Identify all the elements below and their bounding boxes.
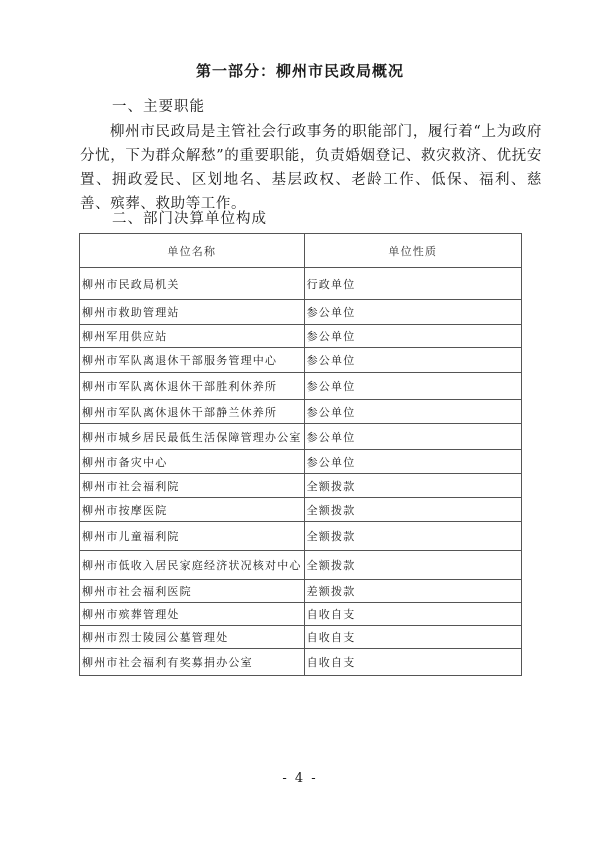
- unit-nature-cell: 参公单位: [304, 400, 521, 424]
- unit-nature-cell: 自收自支: [304, 649, 521, 676]
- unit-name-cell: 柳州军用供应站: [80, 325, 305, 348]
- unit-nature-cell: 参公单位: [304, 348, 521, 373]
- unit-nature-cell: 参公单位: [304, 300, 521, 325]
- table-row: [80, 649, 522, 676]
- table-row: [80, 522, 522, 551]
- table-row: [80, 424, 522, 450]
- table-row: [80, 603, 522, 626]
- page-number: - 4 -: [282, 771, 318, 786]
- main-functions-paragraph: 柳州市民政局是主管社会行政事务的职能部门，履行着“上为政府分忧，下为群众解愁”的重要职能，负责婚姻登记、救灾救济、优抚安置、拥政爱民、区划地名、基层政权、老龄工作、低保、福利、慈善、殡葬、救助等工作。: [80, 124, 542, 212]
- table-row: [80, 300, 522, 325]
- unit-nature-cell: 参公单位: [304, 325, 521, 348]
- table-row: [80, 626, 522, 649]
- unit-name-cell: 柳州市殡葬管理处: [80, 603, 305, 626]
- section-heading-main-functions: 一、主要职能: [112, 99, 205, 115]
- page-title: 第一部分：柳州市民政局概况: [195, 62, 404, 80]
- unit-name-cell: 柳州市烈士陵园公墓管理处: [80, 626, 305, 649]
- unit-name-cell: 柳州市社会福利院: [80, 474, 305, 498]
- unit-name-cell: 柳州市军队离退休干部服务管理中心: [80, 348, 305, 373]
- unit-name-cell: 柳州市低收入居民家庭经济状况核对中心: [80, 551, 305, 580]
- unit-composition-table: [79, 233, 522, 676]
- unit-nature-cell: 自收自支: [304, 626, 521, 649]
- unit-name-cell: 柳州市军队离休退休干部静兰休养所: [80, 400, 305, 424]
- unit-name-cell: 柳州市社会福利医院: [80, 580, 305, 603]
- table-row: [80, 268, 522, 300]
- unit-name-cell: 柳州市城乡居民最低生活保障管理办公室: [80, 424, 305, 450]
- table-row: [80, 450, 522, 474]
- unit-nature-cell: 差额拨款: [304, 580, 521, 603]
- table-row: [80, 373, 522, 400]
- unit-name-cell: 柳州市社会福利有奖募捐办公室: [80, 649, 305, 676]
- unit-nature-cell: 全额拨款: [304, 522, 521, 551]
- unit-nature-cell: 参公单位: [304, 373, 521, 400]
- table-row: [80, 551, 522, 580]
- table-row: [80, 474, 522, 498]
- unit-name-cell: 柳州市救助管理站: [80, 300, 305, 325]
- unit-nature-cell: 全额拨款: [304, 498, 521, 522]
- header-unit-nature: 单位性质: [304, 234, 521, 268]
- unit-name-cell: 柳州市按摩医院: [80, 498, 305, 522]
- table-row: [80, 498, 522, 522]
- table-header-row: [80, 234, 522, 268]
- unit-nature-cell: 自收自支: [304, 603, 521, 626]
- unit-nature-cell: 参公单位: [304, 450, 521, 474]
- table-row: [80, 400, 522, 424]
- unit-nature-cell: 全额拨款: [304, 474, 521, 498]
- section-heading-unit-composition: 二、部门决算单位构成: [112, 211, 267, 227]
- header-unit-name: 单位名称: [80, 234, 305, 268]
- unit-name-cell: 柳州市备灾中心: [80, 450, 305, 474]
- table-row: [80, 580, 522, 603]
- unit-name-cell: 柳州市军队离休退休干部胜利休养所: [80, 373, 305, 400]
- unit-name-cell: 柳州市民政局机关: [80, 268, 305, 300]
- unit-nature-cell: 参公单位: [304, 424, 521, 450]
- unit-name-cell: 柳州市儿童福利院: [80, 522, 305, 551]
- unit-nature-cell: 行政单位: [304, 268, 521, 300]
- table-row: [80, 348, 522, 373]
- table-row: [80, 325, 522, 348]
- unit-nature-cell: 全额拨款: [304, 551, 521, 580]
